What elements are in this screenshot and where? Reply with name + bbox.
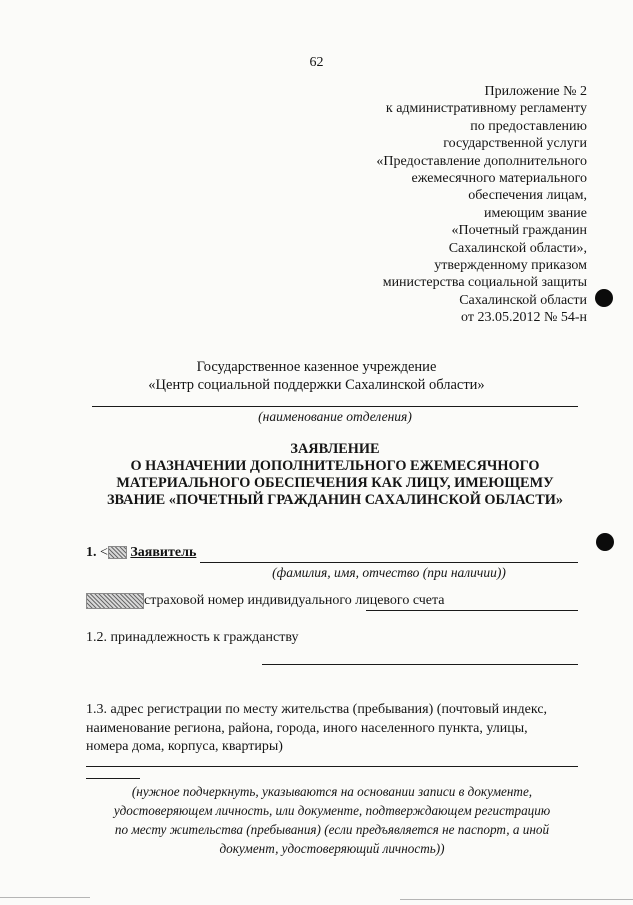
applicant-label: Заявитель [130, 545, 197, 560]
annex-line: государственной услуги [443, 136, 587, 152]
applicant-name-hint: (фамилия, имя, отчество (при наличии)) [272, 565, 506, 580]
scan-edge-mark [0, 897, 90, 898]
annex-line: «Предоставление дополнительного [376, 153, 587, 169]
snils-underline [366, 610, 578, 611]
snils-label: страховой номер индивидуального лицевого счета [144, 593, 445, 609]
annex-line: Приложение № 2 [484, 84, 587, 99]
annex-line: министерства социальной защиты [382, 275, 587, 291]
address-block [86, 701, 586, 757]
section-applicant: 1. < Заявитель [86, 545, 197, 560]
section-number: 1. [86, 545, 97, 560]
citizenship-label: 1.2. принадлежность к гражданству [86, 630, 299, 645]
citizenship-underline [262, 664, 578, 665]
annex-line: утвержденному приказом [434, 258, 587, 274]
punch-hole [596, 533, 614, 551]
punch-hole [595, 289, 613, 307]
footnote-line: документ, удостоверяющий личность)) [219, 841, 445, 856]
annex-line: Сахалинской области [459, 292, 587, 308]
footnote-line: по месту жительства (пребывания) (если предъявляется не паспорт, а иной [114, 822, 550, 837]
document-title [50, 441, 620, 509]
address-line: наименование региона, района, города, иного населенного пункта, улицы, [86, 720, 528, 736]
applicant-underline [200, 562, 578, 563]
address-line: номера дома, корпуса, квартиры) [86, 739, 283, 754]
annex-line: от 23.05.2012 № 54-н [461, 310, 587, 326]
annex-line: к административному регламенту [385, 101, 587, 117]
annex-line: ежемесячного материального [411, 171, 587, 187]
title-line: МАТЕРИАЛЬНОГО ОБЕСПЕЧЕНИЯ КАК ЛИЦУ, ИМЕЮЩЕМУ [116, 475, 554, 491]
footnote-line: (нужное подчеркнуть, указываются на основании записи в документе, [131, 784, 533, 799]
redaction-scribble [86, 593, 144, 609]
annex-line: «Почетный гражданин [451, 223, 587, 239]
department-underline [92, 406, 578, 407]
annex-line: Сахалинской области», [448, 240, 587, 256]
page-number: 62 [309, 55, 324, 70]
scan-edge-mark [400, 899, 633, 900]
title-line: ЗАЯВЛЕНИЕ [290, 441, 380, 457]
annex-line: по предоставлению [470, 118, 587, 134]
footnote-line: удостоверяющем личность, или документе, подтверждающем регистрацию [113, 803, 551, 818]
annex-line: обеспечения лицам, [468, 188, 587, 204]
address-line: 1.3. адрес регистрации по месту жительства (пребывания) (почтовый индекс, [86, 702, 548, 717]
organization-type: Государственное казенное учреждение [196, 359, 437, 375]
annex-line: имеющим звание [483, 205, 587, 221]
organization-name: «Центр социальной поддержки Сахалинской области» [148, 377, 485, 393]
address-underline [86, 766, 578, 767]
title-line: О НАЗНАЧЕНИИ ДОПОЛНИТЕЛЬНОГО ЕЖЕМЕСЯЧНОГО [130, 458, 540, 474]
footnote-separator [86, 778, 140, 779]
annex-block [376, 83, 587, 327]
snils-row [86, 593, 445, 609]
footnote [84, 782, 580, 858]
department-hint: (наименование отделения) [258, 409, 412, 424]
title-line: ЗВАНИЕ «ПОЧЕТНЫЙ ГРАЖДАНИН САХАЛИНСКОЙ ОБЛАСТИ» [106, 492, 564, 508]
organization-block [0, 358, 633, 394]
redaction-scribble [108, 546, 127, 559]
